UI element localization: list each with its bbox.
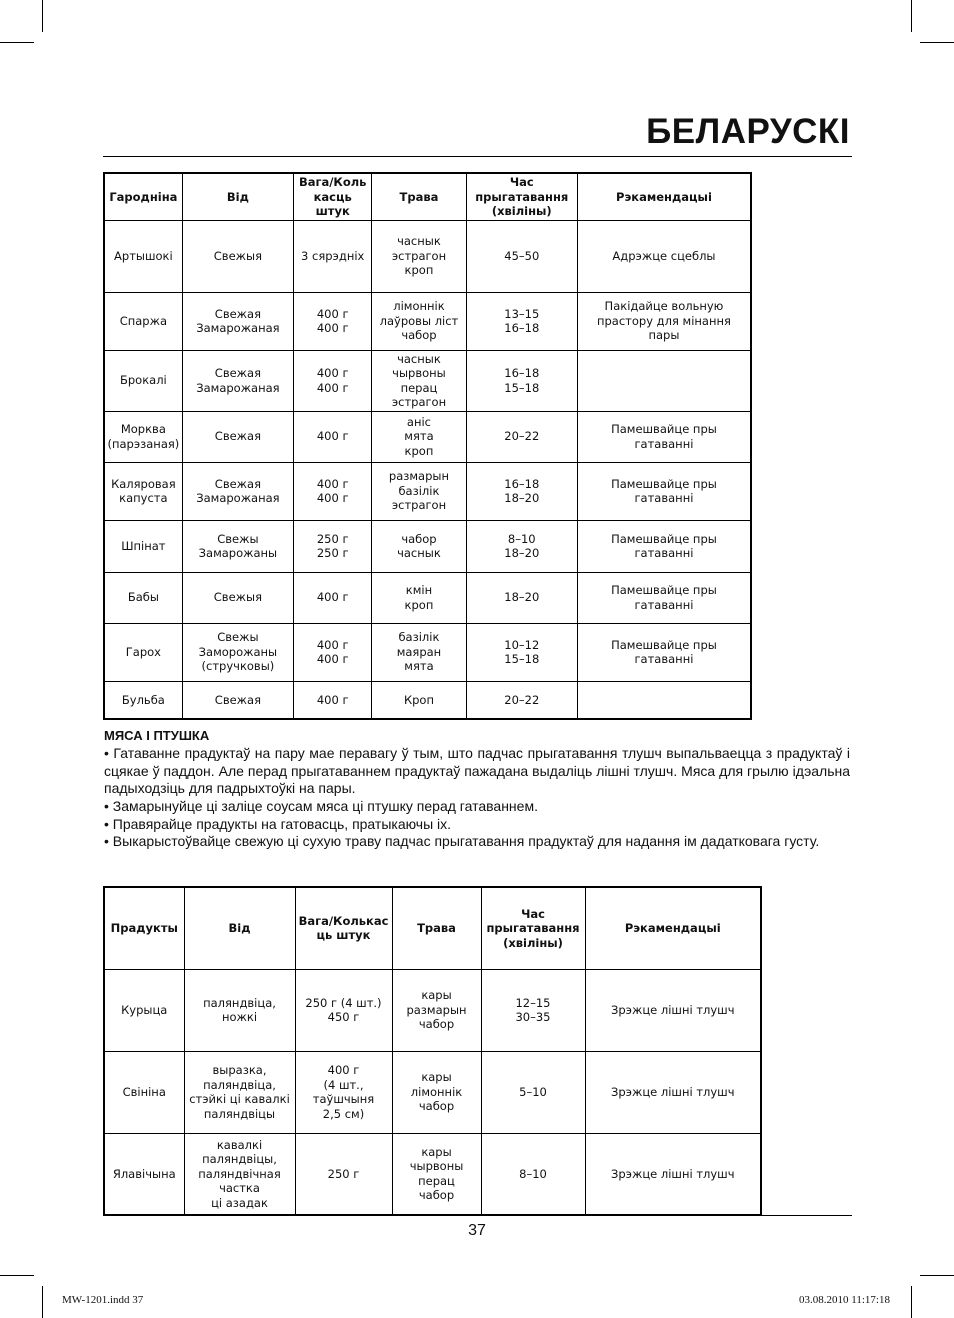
vegetable-table: [103, 172, 752, 720]
table-cell: 16–18 15–18: [466, 350, 577, 411]
table-cell: часнык эстрагон кроп: [372, 220, 466, 292]
table-row: [104, 969, 761, 1051]
table-cell: Памешвайце пры гатаваннi: [577, 520, 751, 572]
table-cell: Курыца: [104, 969, 184, 1051]
table-cell: кары размарын чабор: [392, 969, 481, 1051]
table-cell: базiлiк маяран мята: [372, 623, 466, 681]
table-cell: Свежыя: [182, 220, 293, 292]
table-cell: 400 г: [294, 681, 372, 719]
table-cell: Свежы Замарожаны: [182, 520, 293, 572]
page-number: 37: [468, 1222, 486, 1239]
column-header: Від: [184, 887, 295, 969]
table-cell: размарын базiлiк эстрагон: [372, 462, 466, 520]
table-cell: Памешвайце пры гатаваннi: [577, 623, 751, 681]
paragraph: • Замарынуйце ці заліце соусам мяса ці птушку перад гатаваннем.: [104, 798, 538, 814]
crop-mark: [911, 0, 912, 32]
table-cell: 45–50: [466, 220, 577, 292]
table-cell: 400 г: [294, 572, 372, 623]
paragraph: • Правярайце прадукты на гатовасць, пратыкаючы іх.: [104, 816, 452, 832]
table-cell: Бульба: [104, 681, 182, 719]
meat-table: [103, 886, 762, 1216]
table-row: [104, 1051, 761, 1133]
table-cell: анiс мята кроп: [372, 411, 466, 462]
table-row: [104, 520, 751, 572]
table-row: [104, 411, 751, 462]
table-cell: Морква (парэзаная): [104, 411, 182, 462]
table-cell: чабор часнык: [372, 520, 466, 572]
table-cell: 12–15 30–35: [481, 969, 585, 1051]
column-header: Час прыгатавання (хвіліны): [481, 887, 585, 969]
column-header: Час прыгатавання (хвіліны): [466, 173, 577, 220]
header-rule: [103, 156, 852, 157]
paragraph: • Выкарыстоўвайце свежую ці сухую траву падчас прыгатавання прадуктаў для надання ім дадатковага густу.: [104, 833, 820, 849]
paragraph: • Гатаванне прадуктаў на пару мае перавагу ў тым, што падчас прыгатавання тлушч выпальваецца з прадуктаў і сцякае ў паддон. Але перад прыгатаваннем прадуктаў пажадана выдаліць лішні тлушч. Мяса для грылю ідэальна падыходзіць для падрыхтоўкі на пары.: [104, 745, 850, 796]
crop-mark: [920, 1275, 954, 1276]
table-cell: паляндвiца, ножкi: [184, 969, 295, 1051]
footer-rule: [103, 1215, 852, 1216]
crop-mark: [0, 42, 34, 43]
table-cell: Зрэжце лiшнi тлушч: [585, 969, 761, 1051]
table-cell: Свежая Замарожаная: [182, 292, 293, 350]
table-cell: выразка, паляндвiца, стэйкi цi кавалкi паляндвiцы: [184, 1051, 295, 1133]
table-row: [104, 350, 751, 411]
table-cell: 8–10 18–20: [466, 520, 577, 572]
crop-mark: [42, 1286, 43, 1318]
table-cell: Зрэжце лiшнi тлушч: [585, 1051, 761, 1133]
table-header-row: [104, 887, 761, 969]
table-cell: Свежыя: [182, 572, 293, 623]
table-cell: Свежая Замарожаная: [182, 462, 293, 520]
table-row: [104, 681, 751, 719]
table-cell: Каляровая капуста: [104, 462, 182, 520]
table-row: [104, 462, 751, 520]
table-cell: Свiнiна: [104, 1051, 184, 1133]
column-header: Трава: [392, 887, 481, 969]
crop-mark: [0, 1275, 34, 1276]
table-cell: 250 г: [295, 1133, 392, 1215]
table-cell: Артышокі: [104, 220, 182, 292]
table-cell: 20–22: [466, 411, 577, 462]
table-cell: 10–12 15–18: [466, 623, 577, 681]
table-cell: кавалкi паляндвiцы, паляндвiчная частка цi азадак: [184, 1133, 295, 1215]
table-row: [104, 220, 751, 292]
table-cell: 400 г (4 шт., таўшчыня 2,5 см): [295, 1051, 392, 1133]
table-cell: 13–15 16–18: [466, 292, 577, 350]
column-header: Вага/Колькас ць штук: [295, 887, 392, 969]
table-cell: 400 г 400 г: [294, 350, 372, 411]
table-cell: кары лiмоннiк чабор: [392, 1051, 481, 1133]
column-header: Гароднiна: [104, 173, 182, 220]
column-header: Рэкамендацыі: [585, 887, 761, 969]
section-heading: МЯСА І ПТУШКА: [104, 728, 210, 743]
table-row: [104, 572, 751, 623]
table-cell: 400 г: [294, 411, 372, 462]
table-row: [104, 1133, 761, 1215]
table-cell: Свежая: [182, 681, 293, 719]
column-header: Рэкамендацыі: [577, 173, 751, 220]
table-cell: 250 г (4 шт.) 450 г: [295, 969, 392, 1051]
table-row: [104, 623, 751, 681]
table-cell: 16–18 18–20: [466, 462, 577, 520]
table-cell: Гарох: [104, 623, 182, 681]
table-cell: 20–22: [466, 681, 577, 719]
table-cell: Памешвайце пры гатаваннi: [577, 462, 751, 520]
table-cell: [577, 350, 751, 411]
table-cell: кмiн кроп: [372, 572, 466, 623]
table-cell: Ялавiчына: [104, 1133, 184, 1215]
table-cell: Свежы Заморожаны (стручковы): [182, 623, 293, 681]
crop-mark: [911, 1286, 912, 1318]
table-cell: Кроп: [372, 681, 466, 719]
table-cell: 400 г 400 г: [294, 292, 372, 350]
column-header: Прадукты: [104, 887, 184, 969]
table-cell: Шпiнат: [104, 520, 182, 572]
table-cell: [577, 681, 751, 719]
table-cell: Брокалі: [104, 350, 182, 411]
column-header: Вага/Коль касць штук: [294, 173, 372, 220]
table-cell: Бабы: [104, 572, 182, 623]
footer-datetime: 03.08.2010 11:17:18: [799, 1294, 890, 1306]
table-cell: Свежая: [182, 411, 293, 462]
table-cell: 250 г 250 г: [294, 520, 372, 572]
table-cell: 5–10: [481, 1051, 585, 1133]
column-header: Трава: [372, 173, 466, 220]
table-header-row: [104, 173, 751, 220]
table-cell: Адрэжце сцеблы: [577, 220, 751, 292]
crop-mark: [42, 0, 43, 32]
table-cell: часнык чырвоны перац эстрагон: [372, 350, 466, 411]
column-header: Від: [182, 173, 293, 220]
footer-file: MW-1201.indd 37: [62, 1294, 144, 1306]
table-cell: 18–20: [466, 572, 577, 623]
page-title: БЕЛАРУСКІ: [646, 112, 850, 151]
table-cell: 400 г 400 г: [294, 623, 372, 681]
table-cell: Пакiдайце вольную прастору для мiнання пары: [577, 292, 751, 350]
table-cell: Спаржа: [104, 292, 182, 350]
table-cell: лiмоннiк лаўровы лiст чабор: [372, 292, 466, 350]
table-cell: кары чырвоны перац чабор: [392, 1133, 481, 1215]
table-cell: Памешвайце пры гатаваннi: [577, 572, 751, 623]
table-cell: Памешвайце пры гатаваннi: [577, 411, 751, 462]
table-cell: Зрэжце лiшнi тлушч: [585, 1133, 761, 1215]
crop-mark: [920, 42, 954, 43]
table-cell: Свежая Замарожаная: [182, 350, 293, 411]
table-cell: 8–10: [481, 1133, 585, 1215]
table-cell: 3 сярэднiх: [294, 220, 372, 292]
table-row: [104, 292, 751, 350]
table-cell: 400 г 400 г: [294, 462, 372, 520]
